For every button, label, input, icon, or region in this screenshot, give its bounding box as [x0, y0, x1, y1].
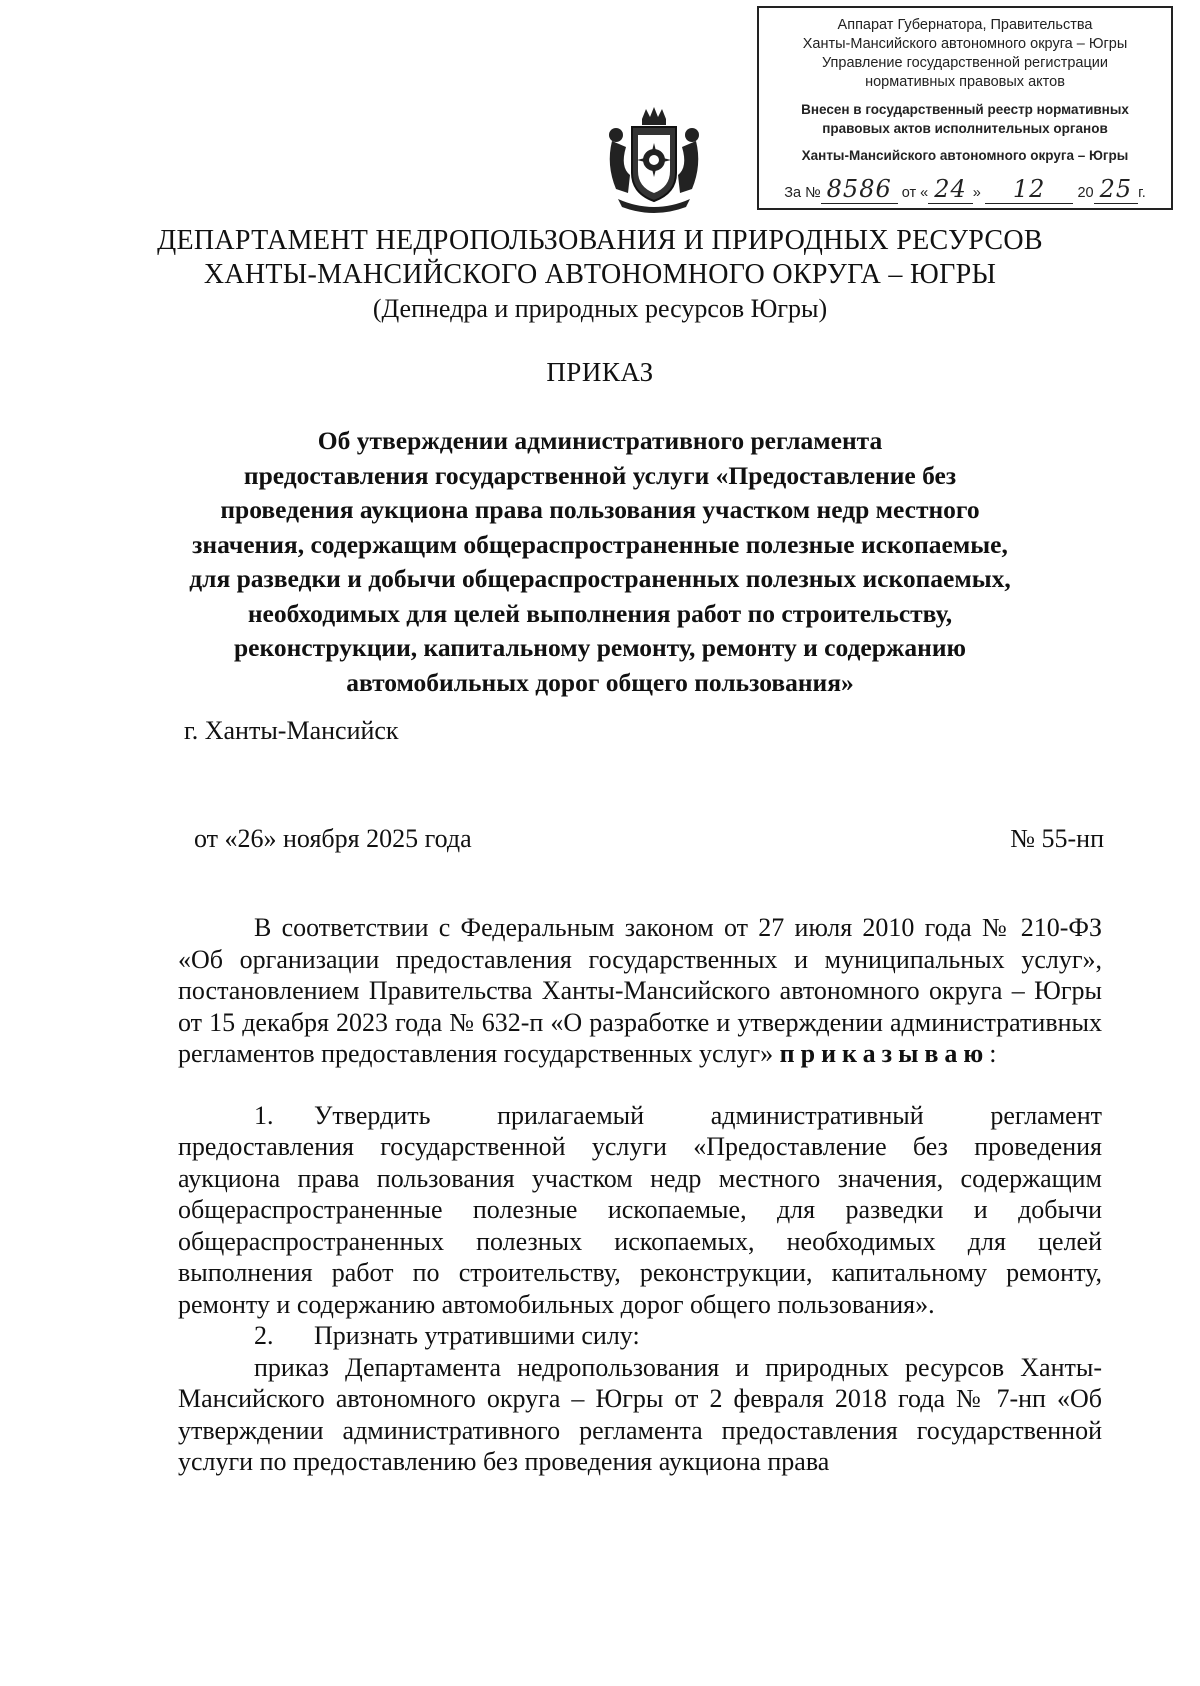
title-line: необходимых для целей выполнения работ по строительству, — [247, 598, 953, 628]
department-line: ХАНТЫ-МАНСИЙСКОГО АВТОНОМНОГО ОКРУГА – ЮГРЫ — [203, 259, 997, 290]
title-line: предоставления государственной услуги «Предоставление без — [243, 460, 957, 490]
title-line: для разведки и добычи общераспространенных полезных ископаемых, — [189, 564, 1011, 593]
stamp-line: Ханты-Мансийского автономного округа – Югры — [802, 36, 1128, 52]
document-number: № 55-нп — [1010, 824, 1104, 853]
stamp-reg-year: 25 — [1094, 175, 1139, 204]
document-title — [150, 424, 1050, 700]
item-1-text: Утвердить прилагаемый административный регламент предоставления государственной услуги «Предоставление без проведения аукциона права пользования участком недр местного значения, содержащим общераспространенные полезные ископаемые, для разведки и добычи общераспространенных полезных ископаемых, необходимых для целей выполнения работ по строительству, реконструкции, капитальному ремонту, ремонту и содержанию автомобильных дорог общего пользования». — [178, 1100, 1102, 1319]
stamp-line: нормативных правовых актов — [865, 74, 1065, 90]
title-line: реконструкции, капитальному ремонту, ремонту и содержанию — [233, 633, 967, 662]
stamp-line: Управление государственной регистрации — [821, 55, 1109, 71]
stamp-reg-from: от « — [901, 185, 929, 201]
department-name — [100, 224, 1100, 292]
department-short-name: (Депнедра и природных ресурсов Югры) — [372, 294, 828, 323]
preamble-text: В соответствии с Федеральным законом от 27 июля 2010 года № 210-ФЗ «Об организации предоставления государственных и муниципальных услуг», постановлением Правительства Ханты-Мансийского автономного округа – Югры от 15 декабря 2023 года № 632-п «О разработке и утверждении административных регламентов предоставления государственных услуг» — [178, 913, 1102, 1068]
title-line: проведения аукциона права пользования участком недр местного — [220, 495, 980, 524]
stamp-line: Аппарат Губернатора, Правительства — [837, 17, 1093, 33]
order-word: приказываю — [779, 1039, 990, 1068]
city: г. Ханты-Мансийск — [184, 716, 399, 745]
stamp-reg-day: 24 — [928, 175, 973, 204]
item-2-text: Признать утратившими силу: — [314, 1321, 640, 1350]
stamp-line: Ханты-Мансийского автономного округа – Югры — [801, 148, 1129, 163]
stamp-line: Внесен в государственный реестр нормативных — [801, 102, 1129, 117]
item-2-paragraph — [178, 1320, 1102, 1352]
department-line: ДЕПАРТАМЕНТ НЕДРОПОЛЬЗОВАНИЯ И ПРИРОДНЫХ РЕСУРСОВ — [157, 225, 1043, 256]
stamp-reg-quote: » — [972, 185, 981, 201]
stamp-reg-prefix: За № — [784, 185, 821, 201]
preamble-paragraph — [178, 912, 1102, 1070]
stamp-reg-number: 8586 — [821, 175, 898, 204]
item-2-sub-paragraph: приказ Департамента недропользования и природных ресурсов Ханты-Мансийского автономного округа – Югры от 2 февраля 2018 года № 7-нп «Об утверждении административного регламента предоставления государственной услуги по предоставлению без проведения аукциона права — [178, 1352, 1102, 1476]
item-number: 2. — [254, 1321, 274, 1350]
stamp-reg-year-suffix: г. — [1138, 185, 1146, 201]
item-1-paragraph — [178, 1100, 1102, 1321]
stamp-reg-year-prefix: 20 — [1077, 185, 1094, 201]
item-number: 1. — [254, 1100, 274, 1130]
registration-stamp — [757, 6, 1173, 210]
document-date: от «26» ноября 2025 года — [194, 824, 472, 853]
title-line: значения, содержащим общераспространенные полезные ископаемые, — [192, 529, 1008, 559]
stamp-line: правовых актов исполнительных органов — [822, 121, 1108, 136]
stamp-reg-month: 12 — [985, 175, 1074, 204]
document-body — [178, 912, 1102, 1478]
title-line: Об утверждении административного регламента — [317, 426, 883, 455]
order-colon: : — [989, 1039, 997, 1068]
stamp-registration-line — [759, 175, 1171, 204]
document-type: ПРИКАЗ — [546, 357, 654, 387]
title-line: автомобильных дорог общего пользования» — [346, 667, 854, 697]
coat-of-arms-icon — [602, 105, 706, 215]
